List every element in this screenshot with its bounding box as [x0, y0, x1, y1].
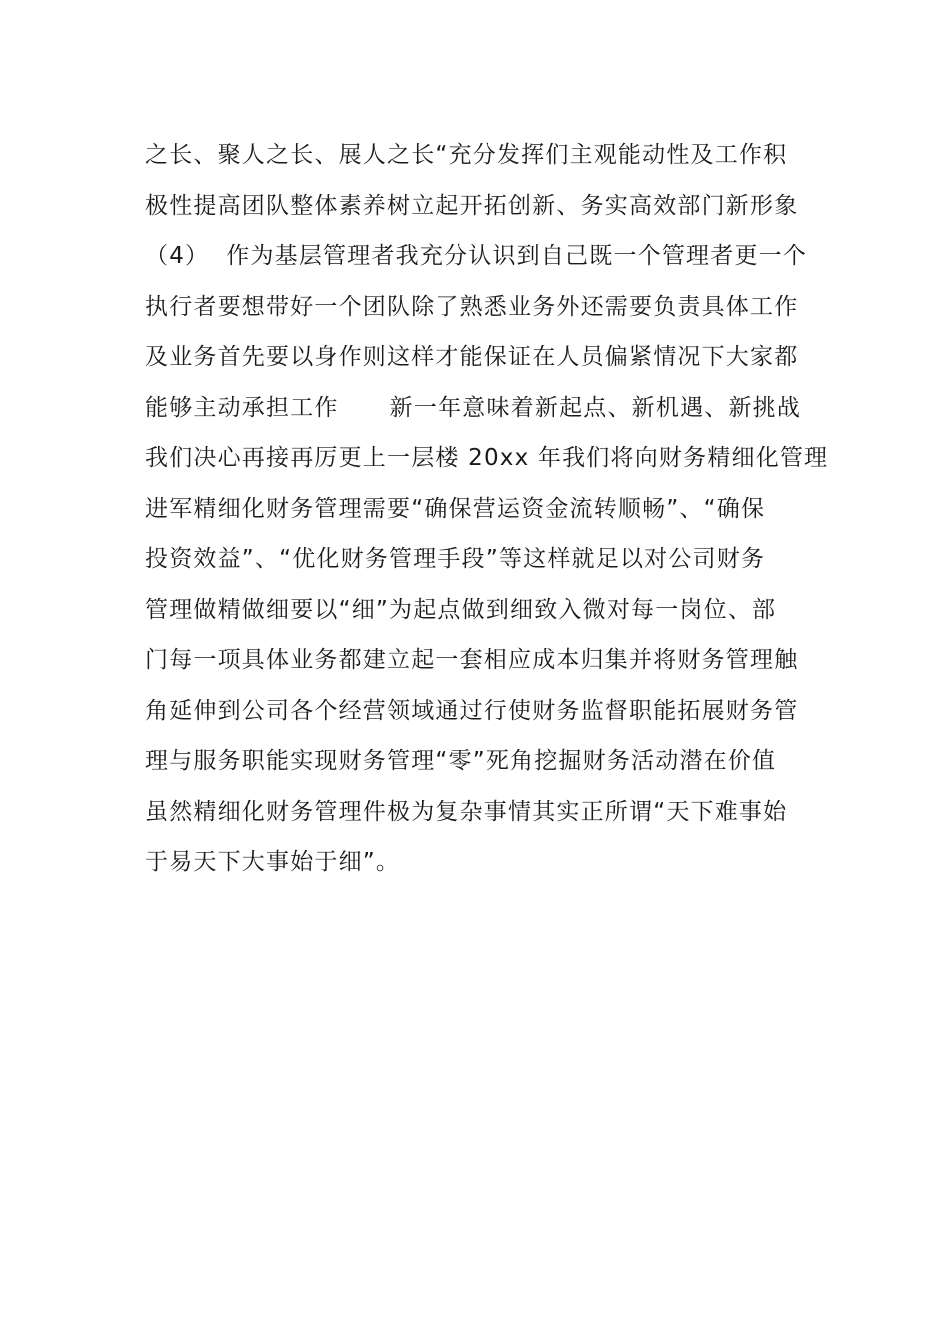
- text-line: （4） 作为基层管理者我充分认识到自己既一个管理者更一个: [145, 243, 808, 269]
- text-line: 于易天下大事始于细”。: [145, 849, 401, 875]
- text-line: 极性提高团队整体素养树立起开拓创新、务实高效部门新形象: [145, 192, 799, 219]
- text-line: 管理做精做细要以“细”为起点做到细致入微对每一岗位、部: [145, 596, 777, 623]
- text-line: 进军精细化财务管理需要“确保营运资金流转顺畅”、“确保: [145, 495, 766, 522]
- text-line: 理与服务职能实现财务管理“零”死角挖掘财务活动潜在价值: [145, 748, 777, 774]
- text-line: 门每一项具体业务都建立起一套相应成本归集并将财务管理触: [145, 647, 799, 673]
- text-line: 能够主动承担工作 新一年意味着新起点、新机遇、新挑战: [145, 394, 802, 421]
- text-line: 及业务首先要以身作则这样才能保证在人员偏紧情况下大家都: [145, 344, 799, 370]
- text-line: 我们决心再接再厉更上一层楼 20xx 年我们将向财务精细化管理: [145, 445, 829, 471]
- text-line: 投资效益”、“优化财务管理手段”等这样就足以对公司财务: [145, 546, 766, 572]
- text-line: 之长、聚人之长、展人之长“充分发挥们主观能动性及工作积: [145, 142, 788, 168]
- body-paragraph: [145, 130, 829, 888]
- text-line: 角延伸到公司各个经营领域通过行使财务监督职能拓展财务管: [145, 697, 799, 724]
- text-line: 虽然精细化财务管理件极为复杂事情其实正所谓“天下难事始: [145, 798, 788, 825]
- text-line: 执行者要想带好一个团队除了熟悉业务外还需要负责具体工作: [145, 293, 799, 320]
